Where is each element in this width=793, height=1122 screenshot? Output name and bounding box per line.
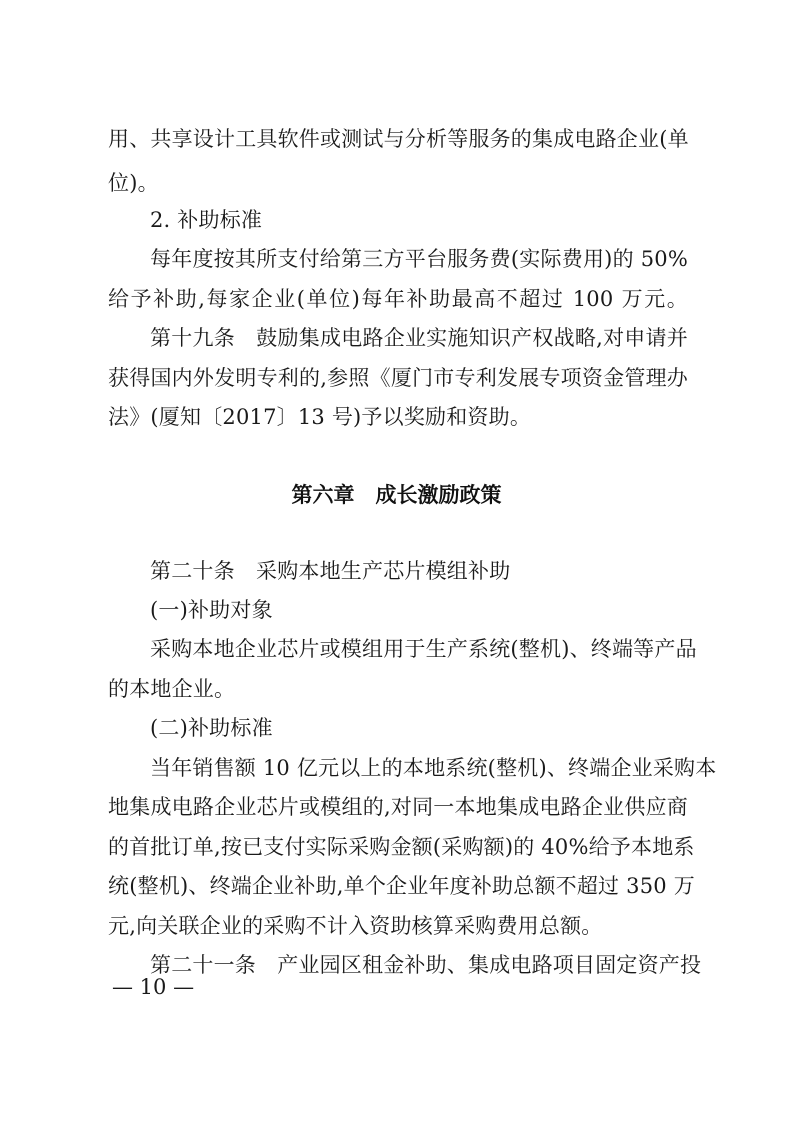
paragraph-line: 采购本地企业芯片或模组用于生产系统(整机)、终端等产品 xyxy=(150,637,697,661)
section-subtitle: (一)补助对象 xyxy=(150,598,273,622)
paragraph-line: 的首批订单,按已支付实际采购金额(采购额)的 40%给予本地系 xyxy=(108,835,695,859)
article-19-line: 第十九条 鼓励集成电路企业实施知识产权战略,对申请并 xyxy=(150,326,688,350)
article-21-line: 第二十一条 产业园区租金补助、集成电路项目固定资产投 xyxy=(150,953,702,977)
paragraph-line: 法》(厦知〔2017〕13 号)予以奖励和资助。 xyxy=(108,405,532,429)
paragraph-line: 统(整机)、终端企业补助,单个企业年度补助总额不超过 350 万 xyxy=(108,874,695,898)
paragraph-line: 元,向关联企业的采购不计入资助核算采购费用总额。 xyxy=(108,914,603,938)
paragraph-line: 地集成电路企业芯片或模组的,对同一本地集成电路企业供应商 xyxy=(108,795,688,819)
page-number: — 10 — xyxy=(112,975,195,999)
section-subtitle: (二)补助标准 xyxy=(150,716,273,740)
chapter-heading: 第六章 成长激励政策 xyxy=(291,483,502,507)
paragraph-line: 给予补助,每家企业(单位)每年补助最高不超过 100 万元。 xyxy=(108,287,688,311)
paragraph-line: 当年销售额 10 亿元以上的本地系统(整机)、终端企业采购本 xyxy=(150,756,717,780)
paragraph-line: 获得国内外发明专利的,参照《厦门市专利发展专项资金管理办 xyxy=(108,366,688,390)
paragraph-line: 的本地企业。 xyxy=(108,677,236,701)
article-20-title: 第二十条 采购本地生产芯片模组补助 xyxy=(150,559,511,583)
paragraph-line: 位)。 xyxy=(108,171,159,195)
section-subtitle: 2. 补助标准 xyxy=(150,208,263,232)
paragraph-line: 每年度按其所支付给第三方平台服务费(实际费用)的 50% xyxy=(150,247,688,271)
paragraph-line: 用、共享设计工具软件或测试与分析等服务的集成电路企业(单 xyxy=(108,127,689,151)
